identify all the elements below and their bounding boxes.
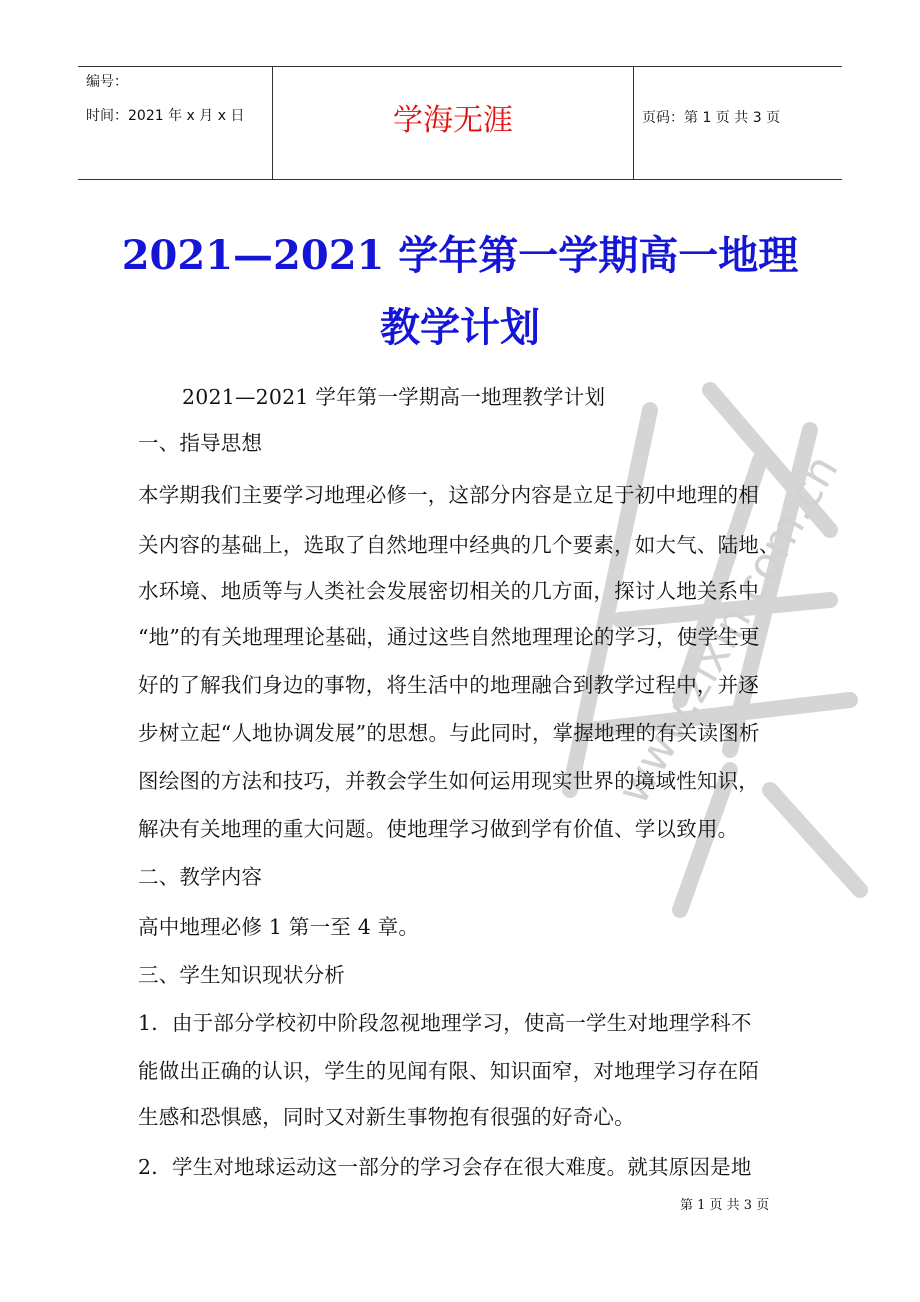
document-title-line-2: 教学计划 [380, 304, 540, 351]
serial-label: 编号： [86, 74, 128, 90]
section-3-heading: 三、学生知识现状分析 [138, 963, 345, 987]
page-footer: 第 1 页 共 3 页 [680, 1198, 770, 1213]
time-label: 时间：2021 年 x 月 x 日 [86, 108, 245, 124]
item-1-line: 能做出正确的认识，学生的见闻有限、知识面窄，对地理学习存在陌 [138, 1059, 759, 1083]
section-2-text: 高中地理必修 1 第一至 4 章。 [138, 915, 420, 939]
paragraph-1-line: 好的了解我们身边的事物，将生活中的地理融合到教学过程中，并逐 [138, 673, 759, 697]
brand-name: 学海无涯 [393, 103, 513, 138]
section-1-heading: 一、指导思想 [138, 431, 263, 455]
paragraph-1-line: 图绘图的方法和技巧，并教会学生如何运用现实世界的境域性知识， [138, 769, 759, 793]
header-page-cell [634, 67, 842, 179]
header-info-cell [78, 67, 273, 179]
paragraph-1-line: 本学期我们主要学习地理必修一，这部分内容是立足于初中地理的相 [138, 483, 759, 507]
paragraph-1-line: 水环境、地质等与人类社会发展密切相关的几方面，探讨人地关系中 [138, 579, 759, 603]
watermark [530, 370, 890, 930]
header-table [78, 66, 842, 180]
item-2-line: 2．学生对地球运动这一部分的学习会存在很大难度。就其原因是地 [138, 1155, 752, 1179]
subtitle: 2021—2021 学年第一学期高一地理教学计划 [182, 385, 606, 409]
page-label: 页码：第 1 页 共 3 页 [642, 110, 781, 126]
paragraph-1-line: “地”的有关地理理论基础，通过这些自然地理理论的学习，使学生更 [138, 625, 760, 649]
paragraph-1-line: 步树立起“人地协调发展”的思想。与此同时，掌握地理的有关读图析 [138, 721, 760, 745]
watermark-text: www.zixin.com.cn [607, 446, 849, 813]
item-1-line: 生感和恐惧感，同时又对新生事物抱有很强的好奇心。 [138, 1105, 635, 1129]
section-2-heading: 二、教学内容 [138, 865, 263, 889]
document-title-line-1: 2021—2021 学年第一学期高一地理 [121, 232, 799, 279]
header-brand-cell [273, 67, 634, 179]
paragraph-1-line: 关内容的基础上，选取了自然地理中经典的几个要素，如大气、陆地、 [138, 533, 780, 557]
item-1-line: 1．由于部分学校初中阶段忽视地理学习，使高一学生对地理学科不 [138, 1011, 752, 1035]
paragraph-1-line: 解决有关地理的重大问题。使地理学习做到学有价值、学以致用。 [138, 817, 739, 841]
